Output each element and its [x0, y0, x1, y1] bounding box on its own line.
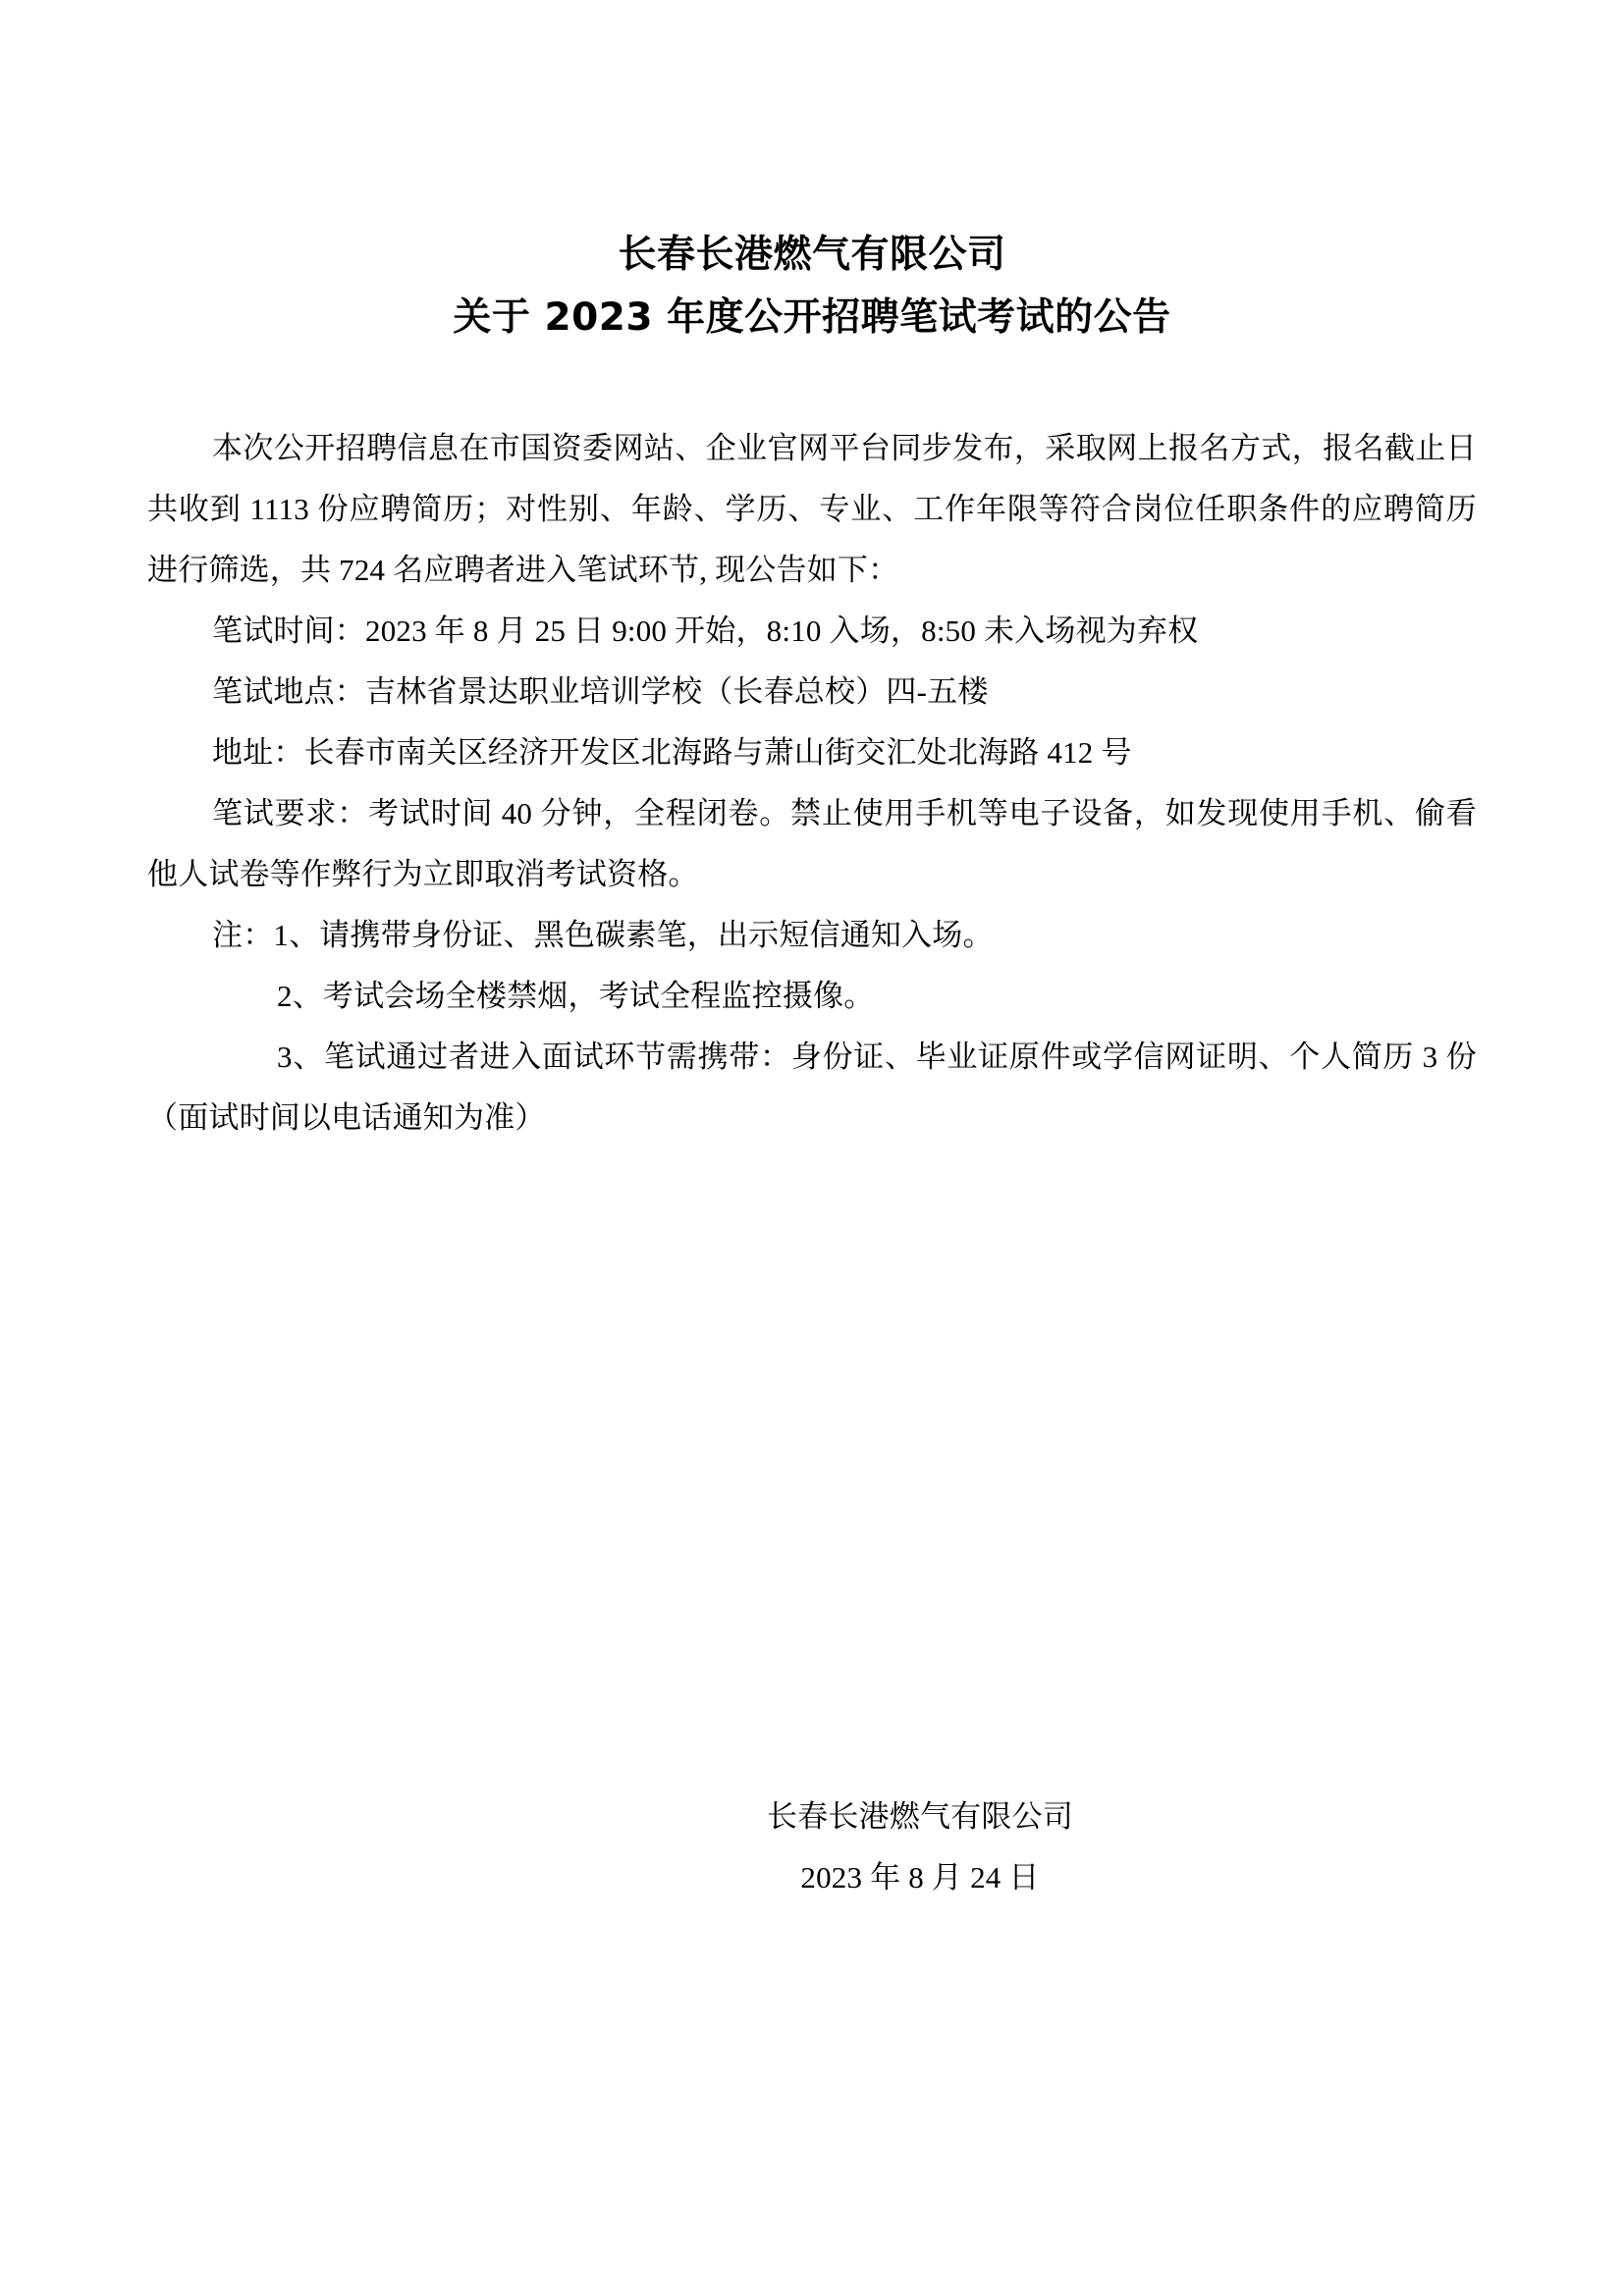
paragraph-exam-location: 笔试地点：吉林省景达职业培训学校（长春总校）四-五楼 [212, 674, 989, 709]
paragraph-exam-requirements: 笔试要求：考试时间 40 分钟，全程闭卷。禁止使用手机等电子设备，如发现使用手机、偷看他人试卷等作弊行为立即取消考试资格。 [147, 796, 1477, 891]
paragraph-note-2: 2、考试会场全楼禁烟，考试全程监控摄像。 [277, 979, 875, 1013]
title-line-2: 关于 2023 年度公开招聘笔试考试的公告 [453, 295, 1171, 340]
signature-block [0, 1787, 1624, 1908]
title-line-1: 长春长港燃气有限公司 [618, 233, 1006, 277]
paragraph-exam-address: 地址：长春市南关区经济开发区北海路与萧山街交汇处北海路 412 号 [212, 735, 1132, 770]
paragraph-note-1: 注：1、请携带身份证、黑色碳素笔，出示短信通知入场。 [212, 918, 994, 952]
signature-organization: 长春长港燃气有限公司 [767, 1799, 1073, 1834]
paragraph-intro: 本次公开招聘信息在市国资委网站、企业官网平台同步发布，采取网上报名方式，报名截止日共收到 1113 份应聘简历；对性别、年龄、学历、专业、工作年限等符合岗位任职条件的应聘简历进行筛选，共 724 名应聘者进入笔试环节, 现公告如下： [147, 431, 1477, 587]
signature-date: 2023 年 8 月 24 日 [800, 1860, 1040, 1895]
document-title [147, 0, 1477, 349]
paragraph-exam-time: 笔试时间：2023 年 8 月 25 日 9:00 开始，8:10 入场，8:50 未入场视为弃权 [212, 614, 1199, 648]
paragraph-note-3: 3、笔试通过者进入面试环节需携带：身份证、毕业证原件或学信网证明、个人简历 3 份（面试时间以电话通知为准） [147, 1040, 1477, 1135]
document-body [147, 418, 1477, 1148]
